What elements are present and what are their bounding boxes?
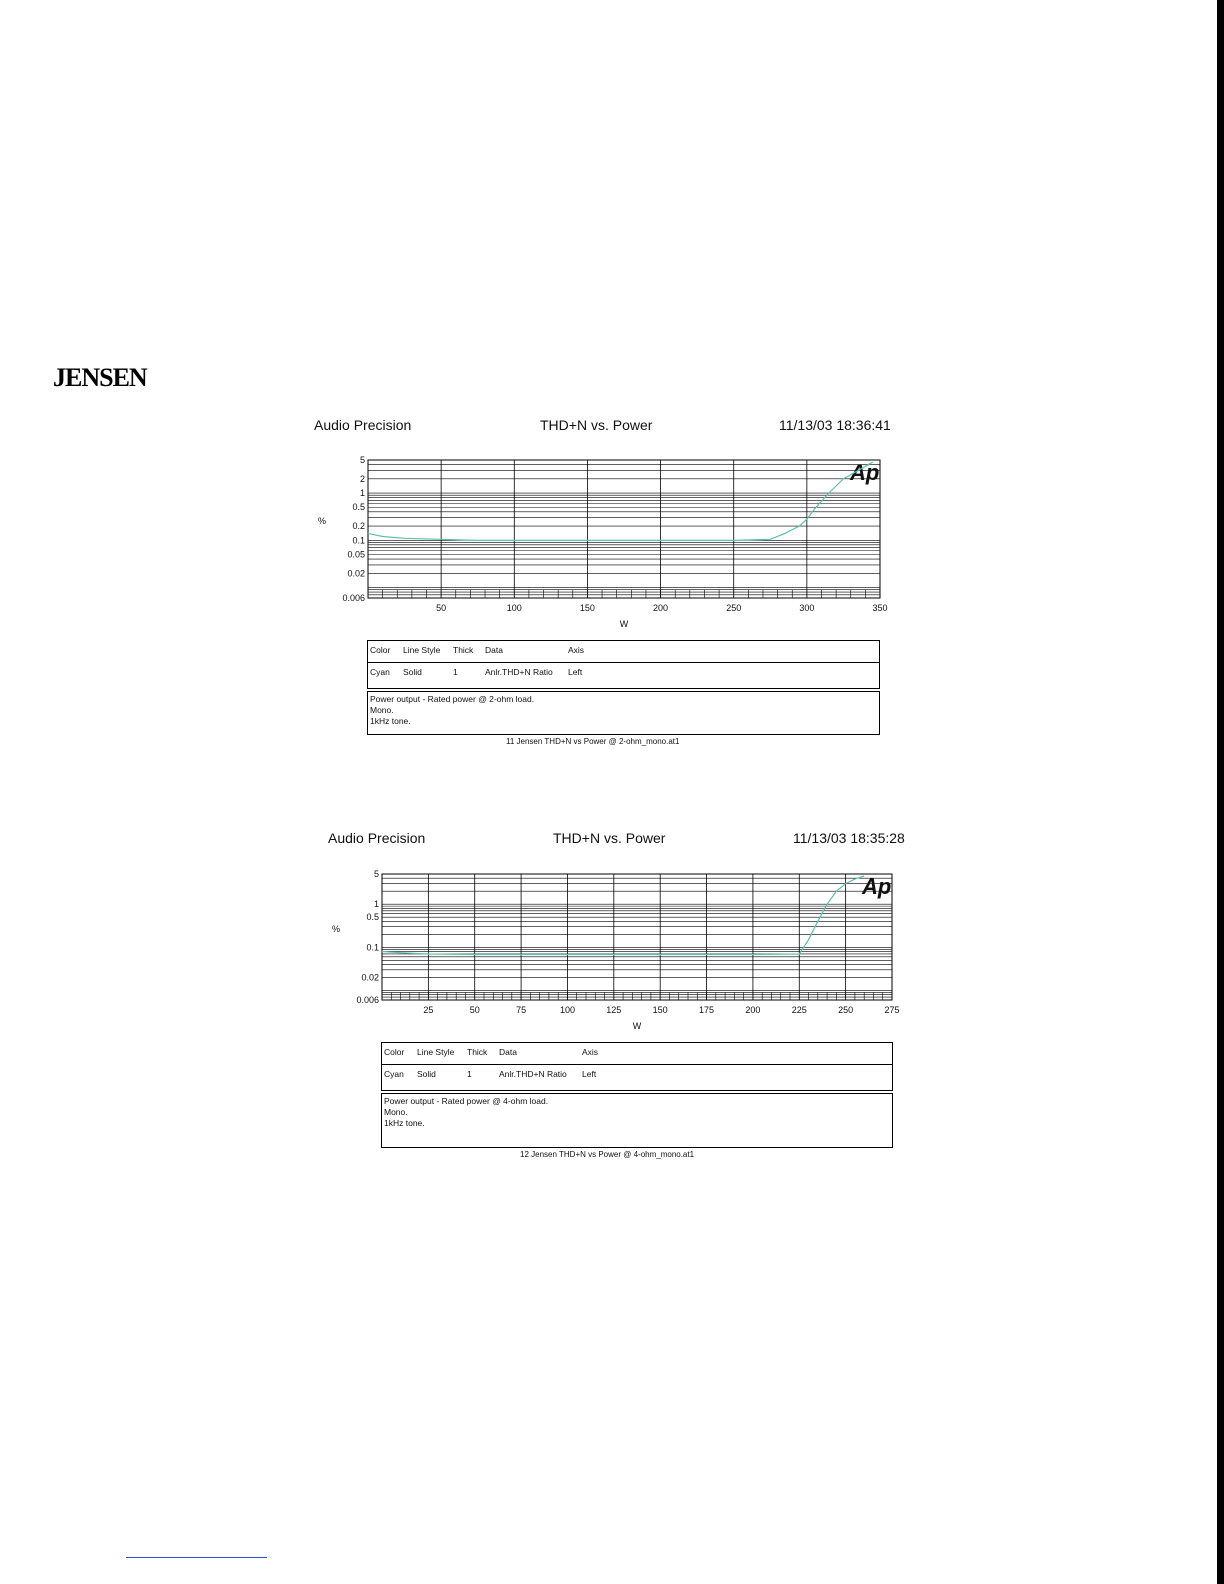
- legend-header-data: Data: [499, 1047, 517, 1057]
- note-line: 1kHz tone.: [384, 1118, 425, 1128]
- legend-header-axis: Axis: [568, 645, 585, 655]
- x-tick-label: 100: [506, 603, 522, 613]
- x-axis-label: W: [619, 619, 629, 629]
- brand-logo: JENSEN: [53, 363, 147, 392]
- legend-separator: [368, 662, 879, 663]
- grid: [382, 874, 892, 1000]
- note-line: Mono.: [384, 1107, 408, 1117]
- legend-header-linestyle: Line Style: [403, 645, 441, 655]
- legend-header-thick: Thick: [453, 645, 474, 655]
- legend-row-axis: Left: [568, 667, 583, 677]
- plot-frame: [382, 874, 892, 1000]
- legend-header-color: Color: [370, 645, 391, 655]
- legend-row-thick: 1: [467, 1069, 472, 1079]
- y-tick-label: 0.5: [352, 502, 365, 513]
- legend-row-axis: Left: [582, 1069, 597, 1079]
- legend-row-data: Anlr.THD+N Ratio: [499, 1069, 567, 1079]
- y-tick-label: 5: [373, 869, 379, 879]
- y-tick-label: 0.05: [347, 549, 365, 560]
- footer-link-line: [126, 1557, 267, 1558]
- x-tick-label: 225: [791, 1005, 807, 1015]
- chart1-filename: 11 Jensen THD+N vs Power @ 2-ohm_mono.at1: [506, 737, 680, 746]
- note-line: 1kHz tone.: [370, 716, 411, 726]
- x-tick-label: 50: [469, 1005, 480, 1015]
- x-tick-label: 50: [436, 603, 447, 613]
- legend-row-color: Cyan: [370, 667, 390, 677]
- x-tick-label: 250: [726, 603, 742, 613]
- x-tick-label: 100: [559, 1005, 575, 1015]
- y-tick-label: 5: [359, 455, 365, 465]
- y-tick-label: 0.5: [366, 912, 379, 923]
- x-tick-label: 200: [653, 603, 669, 613]
- x-tick-label: 75: [516, 1005, 527, 1015]
- legend-header-linestyle: Line Style: [417, 1047, 455, 1057]
- chart1-plot: [310, 450, 910, 635]
- note-line: Power output - Rated power @ 2-ohm load.: [370, 694, 535, 704]
- y-tick-label: 0.006: [342, 593, 365, 603]
- note-line: Power output - Rated power @ 4-ohm load.: [384, 1096, 549, 1106]
- chart1-header-left: Audio Precision: [314, 417, 412, 433]
- chart1-notes: [367, 691, 880, 735]
- note-line: Mono.: [370, 705, 394, 715]
- series-line-thdn: [382, 876, 864, 955]
- y-tick-label: 0.02: [361, 972, 379, 983]
- y-tick-label: 2: [359, 473, 365, 484]
- chart2-header-timestamp: 11/13/03 18:35:28: [793, 830, 905, 846]
- legend-row-linestyle: Solid: [417, 1069, 436, 1079]
- chart2-filename: 12 Jensen THD+N vs Power @ 4-ohm_mono.at1: [520, 1150, 695, 1159]
- chart2-notes: [381, 1093, 893, 1148]
- legend-row-color: Cyan: [384, 1069, 404, 1079]
- legend-header-thick: Thick: [467, 1047, 488, 1057]
- y-tick-label: 1: [359, 488, 365, 499]
- x-tick-label: 275: [884, 1005, 900, 1015]
- legend-row-data: Anlr.THD+N Ratio: [485, 667, 553, 677]
- x-tick-label: 350: [872, 603, 888, 613]
- x-tick-label: 150: [579, 603, 595, 613]
- y-tick-label: 1: [373, 899, 379, 910]
- x-tick-label: 25: [423, 1005, 434, 1015]
- y-axis-unit: %: [332, 924, 341, 934]
- ap-logo: Ap: [862, 874, 892, 899]
- legend-header-data: Data: [485, 645, 503, 655]
- y-axis-unit: %: [318, 516, 327, 526]
- chart1-header-timestamp: 11/13/03 18:36:41: [779, 417, 891, 433]
- y-tick-label: 0.1: [366, 942, 379, 953]
- legend-separator: [382, 1064, 892, 1065]
- x-tick-label: 175: [699, 1005, 715, 1015]
- legend-header-axis: Axis: [582, 1047, 599, 1057]
- legend-header-color: Color: [384, 1047, 405, 1057]
- y-tick-label: 0.006: [356, 995, 379, 1005]
- page-edge-bar: [1217, 0, 1224, 1584]
- chart2-header-title: THD+N vs. Power: [553, 830, 666, 846]
- grid: [368, 460, 880, 598]
- chart2-plot: [310, 862, 910, 1037]
- chart1-legend: [367, 640, 880, 689]
- chart2-legend: [381, 1042, 893, 1091]
- x-tick-label: 200: [745, 1005, 761, 1015]
- ap-logo: Ap: [850, 460, 880, 485]
- y-tick-label: 0.2: [352, 521, 365, 532]
- legend-row-linestyle: Solid: [403, 667, 422, 677]
- x-tick-label: 250: [838, 1005, 854, 1015]
- legend-row-thick: 1: [453, 667, 458, 677]
- plot-frame: [368, 460, 880, 598]
- y-tick-label: 0.02: [347, 568, 365, 579]
- series-line-thdn: [368, 462, 873, 540]
- chart1-header-title: THD+N vs. Power: [540, 417, 653, 433]
- x-tick-label: 125: [606, 1005, 622, 1015]
- x-axis-label: W: [632, 1021, 642, 1031]
- x-tick-label: 150: [652, 1005, 668, 1015]
- y-tick-label: 0.1: [352, 535, 365, 546]
- x-tick-label: 300: [799, 603, 815, 613]
- chart2-header-left: Audio Precision: [328, 830, 426, 846]
